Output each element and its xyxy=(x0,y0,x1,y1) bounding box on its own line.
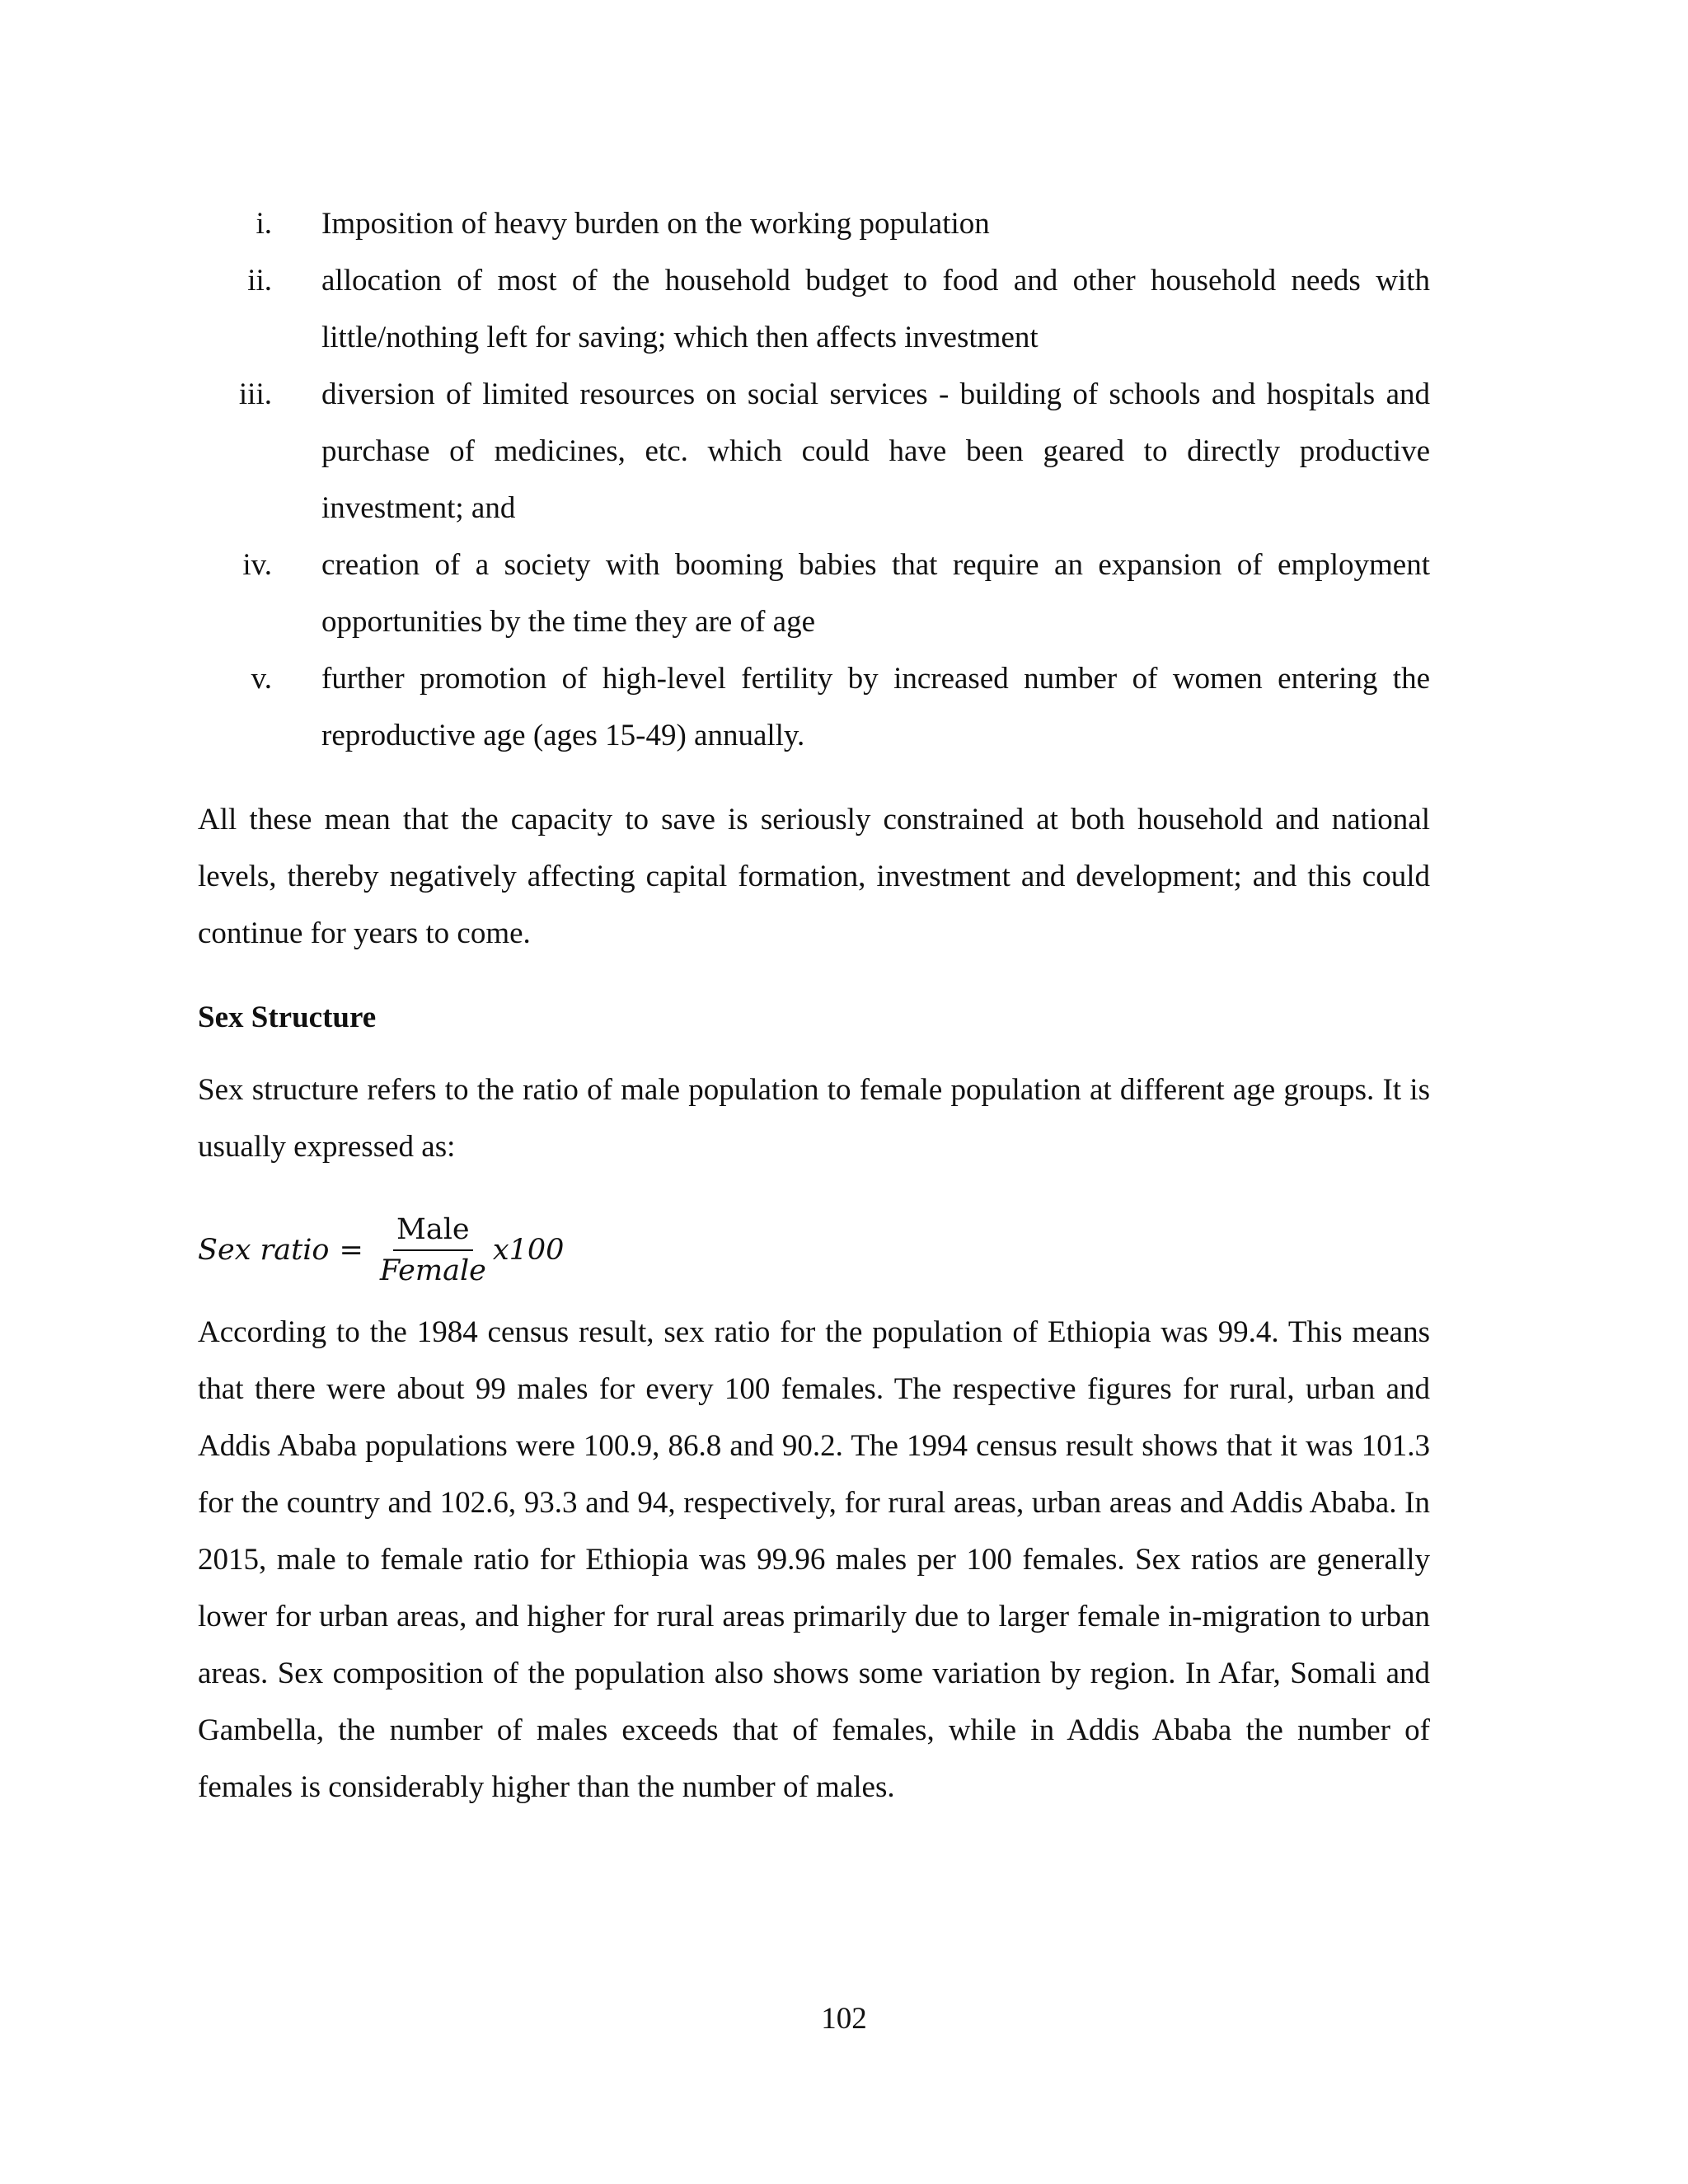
formula-equals: = xyxy=(339,1234,363,1267)
formula-numerator: Male xyxy=(393,1213,473,1251)
summary-paragraph: All these mean that the capacity to save is seriously constrained at both household and national levels, thereby negatively affecting capital formation, investment and development; and this could continue for years to come. xyxy=(198,803,1430,950)
formula-denominator: Female xyxy=(379,1254,486,1287)
formula-lhs: Sex ratio xyxy=(198,1234,330,1267)
census-paragraph: According to the 1984 census result, sex ratio for the population of Ethiopia was 99.4. This means that there were about 99 males for every 100 females. The respective figures for rural, urban and Addis Ababa populations were 100.9, 86.8 and 90.2. The 1994 census result shows that it was 101.3 for the country and 102.6, 93.3 and 94, respectively, for rural areas, urban areas and Addis Ababa. In 2015, male to female ratio for Ethiopia was 99.96 males per 100 females. Sex ratios are generally lower for urban areas, and higher for rural areas primarily due to larger female in-migration to urban areas. Sex composition of the population also shows some variation by region. In Afar, Somali and Gambella, the number of males exceeds that of females, while in Addis Ababa the number of females is considerably higher than the number of males. xyxy=(198,1315,1430,1804)
list-item xyxy=(198,537,1430,650)
list-marker: ii. xyxy=(247,264,272,298)
list-item-text: diversion of limited resources on social services - building of schools and hospitals and purchase of medicines, etc. which could have been geared to directly productive investment; and xyxy=(321,377,1430,525)
formula-fraction xyxy=(377,1213,490,1287)
sex-ratio-formula xyxy=(198,1205,564,1296)
section-heading: Sex Structure xyxy=(198,1001,377,1034)
consequence-list xyxy=(198,195,1430,764)
list-marker: iii. xyxy=(238,377,272,411)
list-item xyxy=(198,252,1430,366)
definition-paragraph: Sex structure refers to the ratio of male population to female population at different age groups. It is usually expressed as: xyxy=(198,1073,1430,1164)
list-item-text: further promotion of high-level fertility by increased number of women entering the reproductive age (ages 15-49) annually. xyxy=(321,662,1430,752)
list-item-text: Imposition of heavy burden on the working population xyxy=(321,207,990,241)
list-item xyxy=(198,650,1430,764)
list-marker: iv. xyxy=(242,548,272,582)
list-item xyxy=(198,195,1430,252)
list-item-text: creation of a society with booming babies that require an expansion of employment opportunities by the time they are of age xyxy=(321,548,1430,639)
list-marker: v. xyxy=(251,662,272,696)
list-marker: i. xyxy=(256,207,272,241)
list-item-text: allocation of most of the household budget to food and other household needs with little/nothing left for saving; which then affects investment xyxy=(321,264,1430,354)
page-number: 102 xyxy=(821,2002,867,2036)
list-item xyxy=(198,366,1430,537)
formula-multiplier: x100 xyxy=(492,1234,565,1267)
